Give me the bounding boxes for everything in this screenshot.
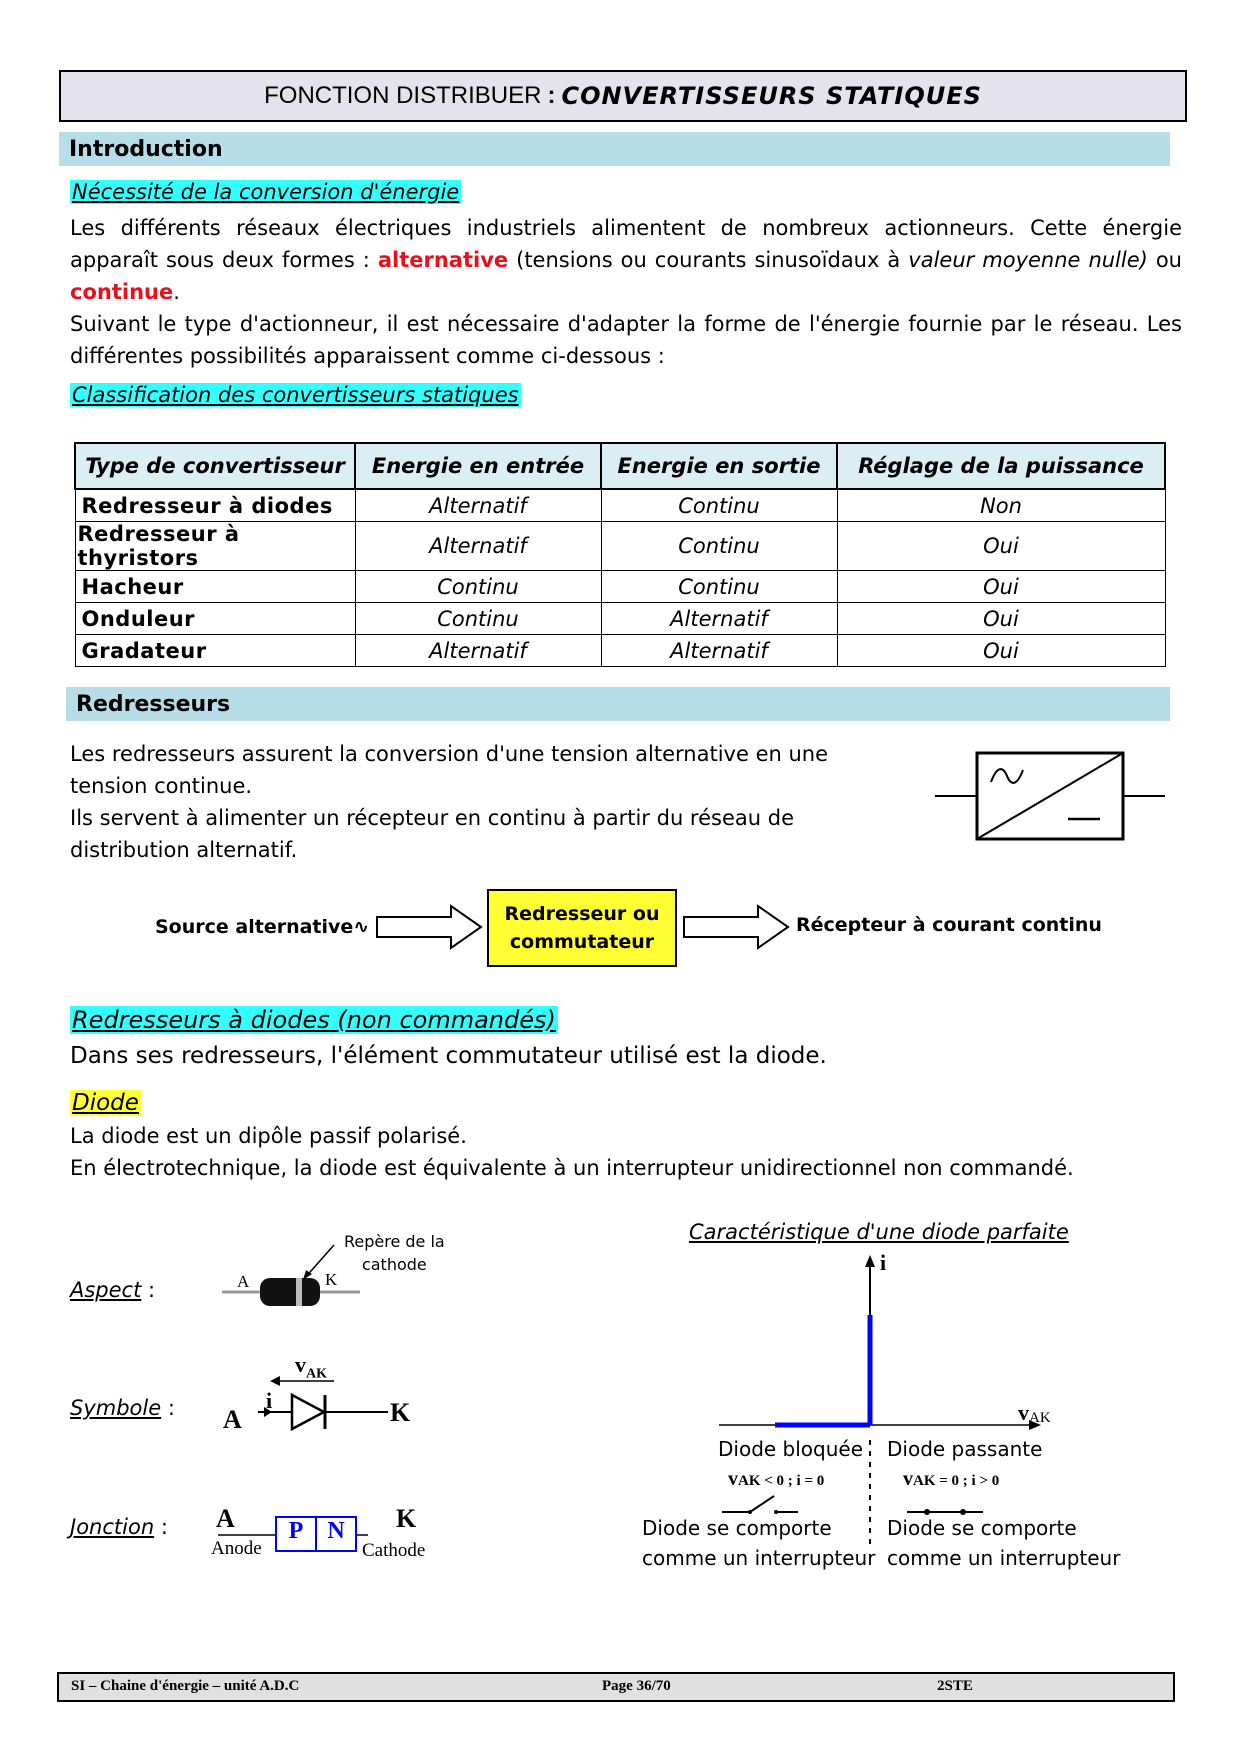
characteristic-title-text: Caractéristique d'une diode parfaite [689, 1220, 1069, 1244]
intro-p1-d: . [173, 280, 180, 304]
vak-symbol-v: v [295, 1352, 306, 1377]
table-cell: Continu [355, 571, 601, 603]
table-cell: Oui [837, 571, 1165, 603]
classification-heading-text: Classification des convertisseurs statiques [72, 383, 519, 407]
table-header: Energie en entrée [355, 443, 601, 489]
tilde-icon: ∿ [353, 916, 370, 938]
table-header: Energie en sortie [601, 443, 837, 489]
p-region-label: P [288, 1518, 304, 1544]
classification-heading [70, 383, 521, 407]
conducting-behavior-line2: comme un interrupteur [887, 1546, 1121, 1570]
table-cell: Alternatif [601, 635, 837, 667]
flow-recepteur-label: Récepteur à courant continu [796, 914, 1102, 936]
table-row [75, 489, 1165, 522]
page-title [59, 70, 1187, 122]
intro-p1-a: Les différents réseaux électriques industriels alimentent de nombreux actionneurs. Cette énergie apparaît sous deux formes : [70, 216, 1182, 272]
arrow-right-icon [375, 904, 485, 950]
diodes-heading [70, 1006, 558, 1034]
conducting-behavior-line1: Diode se comporte [887, 1516, 1077, 1540]
table-cell: Alternatif [355, 522, 601, 571]
condition-conducting-text: AK = 0 ; i > 0 [913, 1473, 1000, 1489]
intro-continue: continue [70, 280, 174, 304]
intro-paragraph-1 [70, 212, 1182, 308]
condition-blocked: vAK < 0 ; i = 0 [728, 1468, 825, 1490]
table-cell: Redresseur à diodes [75, 489, 355, 522]
condition-blocked-text: AK < 0 ; i = 0 [738, 1473, 825, 1489]
diodes-heading-text: Redresseurs à diodes (non commandés) [72, 1006, 556, 1034]
intro-heading [59, 132, 1170, 166]
redresseurs-heading-text: Redresseurs [76, 691, 231, 717]
diode-heading [70, 1090, 141, 1116]
redresseurs-heading [66, 687, 1170, 721]
table-cell: Redresseur à thyristors [75, 522, 355, 571]
intro-p1-c: ou [1147, 248, 1182, 272]
junction-cathode-letter: K [396, 1504, 417, 1533]
table-cell: Continu [601, 489, 837, 522]
condition-conducting: vAK = 0 ; i > 0 [903, 1468, 1000, 1490]
table-row [75, 603, 1165, 635]
table-cell: Continu [601, 571, 837, 603]
table-cell: Oui [837, 603, 1165, 635]
jonction-colon: : [160, 1515, 168, 1539]
axis-i-label: i [880, 1250, 887, 1275]
title-main: FONCTION DISTRIBUER [264, 82, 542, 109]
table-cell: Alternatif [355, 635, 601, 667]
diodes-intro: Dans ses redresseurs, l'élément commutateur utilisé est la diode. [70, 1043, 827, 1069]
table-header-row [75, 443, 1165, 489]
intro-subheading [70, 180, 461, 204]
junction-cathode-label: Cathode [362, 1540, 426, 1561]
table-row [75, 635, 1165, 667]
title-separator: : [547, 82, 556, 109]
flow-box-line1: Redresseur ou [504, 903, 660, 925]
intro-heading-text: Introduction [69, 136, 223, 162]
table-cell: Continu [601, 522, 837, 571]
diode-paragraph-2: En électrotechnique, la diode est équivalente à un interrupteur unidirectionnel non commandé. [70, 1156, 1074, 1180]
aspect-label [70, 1278, 155, 1302]
table-cell: Alternatif [601, 603, 837, 635]
intro-alternative: alternative [377, 248, 509, 272]
symbol-cathode-letter: K [390, 1398, 411, 1427]
intro-paragraph-2: Suivant le type d'actionneur, il est nécessaire d'adapter la forme de l'énergie fournie par le réseau. Les différentes possibilités apparaissent comme ci-dessous : [70, 312, 1182, 368]
flow-box-line2: commutateur [509, 931, 655, 953]
flow-converter-box [487, 889, 677, 967]
blocked-behavior-line1: Diode se comporte [642, 1516, 832, 1540]
table-cell: Onduleur [75, 603, 355, 635]
diode-symbol-icon [220, 1365, 400, 1445]
footer-right: 2STE [937, 1678, 973, 1694]
table-row [75, 522, 1165, 571]
flow-source-text: Source alternative [155, 916, 354, 938]
diode-passante-label: Diode passante [887, 1437, 1043, 1461]
converter-symbol [935, 748, 1165, 844]
current-i-label: i [266, 1388, 273, 1413]
diode-heading-text: Diode [72, 1090, 139, 1116]
aspect-label-text: Aspect [70, 1278, 142, 1302]
blocked-behavior-line2: comme un interrupteur [642, 1546, 876, 1570]
blocked-behavior [642, 1513, 875, 1573]
page-footer [57, 1672, 1175, 1702]
table-cell: Alternatif [355, 489, 601, 522]
table-header: Réglage de la puissance [837, 443, 1165, 489]
conducting-behavior [887, 1513, 1120, 1573]
title-sub: CONVERTISSEURS STATIQUES [561, 82, 982, 110]
cathode-marker-line1: Repère de la [344, 1232, 445, 1251]
jonction-label-text: Jonction [70, 1515, 155, 1539]
footer-left: SI – Chaine d'énergie – unité A.D.C [71, 1678, 300, 1694]
jonction-label [70, 1515, 168, 1539]
aspect-cathode-letter: K [325, 1270, 338, 1289]
symbole-colon: : [167, 1396, 175, 1420]
diode-bloquee-label: Diode bloquée [718, 1437, 864, 1461]
redresseurs-paragraph-1: Les redresseurs assurent la conversion d'une tension alternative en une tension continue. [70, 742, 829, 798]
table-header: Type de convertisseur [75, 443, 355, 489]
table-cell: Hacheur [75, 571, 355, 603]
symbole-label-text: Symbole [70, 1396, 162, 1420]
aspect-colon: : [148, 1278, 156, 1302]
table-cell: Continu [355, 603, 601, 635]
table-cell: Oui [837, 522, 1165, 571]
aspect-anode-letter: A [237, 1272, 250, 1291]
characteristic-title [689, 1220, 1069, 1244]
intro-p1-b: (tensions ou courants sinusoïdaux à [508, 248, 909, 272]
axis-vak-v: v [1018, 1400, 1029, 1425]
converters-table [74, 442, 1166, 667]
table-cell: Non [837, 489, 1165, 522]
table-row [75, 571, 1165, 603]
footer-page-number: Page 36/70 [602, 1678, 671, 1694]
table-cell: Gradateur [75, 635, 355, 667]
vak-symbol-sub: AK [306, 1366, 327, 1382]
diode-paragraph-1: La diode est un dipôle passif polarisé. [70, 1124, 467, 1148]
redresseurs-paragraph-2: Ils servent à alimenter un récepteur en continu à partir du réseau de distribution alternatif. [70, 806, 794, 862]
axis-vak-sub: AK [1029, 1410, 1051, 1426]
flow-source-label [155, 916, 369, 938]
junction-anode-letter: A [216, 1504, 235, 1533]
junction-anode-label: Anode [211, 1538, 262, 1559]
n-region-label: N [327, 1518, 345, 1544]
intro-subheading-text: Nécessité de la conversion d'énergie [72, 180, 460, 204]
table-cell: Oui [837, 635, 1165, 667]
symbole-label [70, 1396, 175, 1420]
axis-vak-label [1018, 1400, 1051, 1427]
symbol-anode-letter: A [223, 1405, 242, 1434]
cathode-marker-line2: cathode [361, 1255, 427, 1274]
intro-p1-italic: valeur moyenne nulle) [908, 248, 1148, 272]
arrow-right-icon [682, 904, 792, 950]
